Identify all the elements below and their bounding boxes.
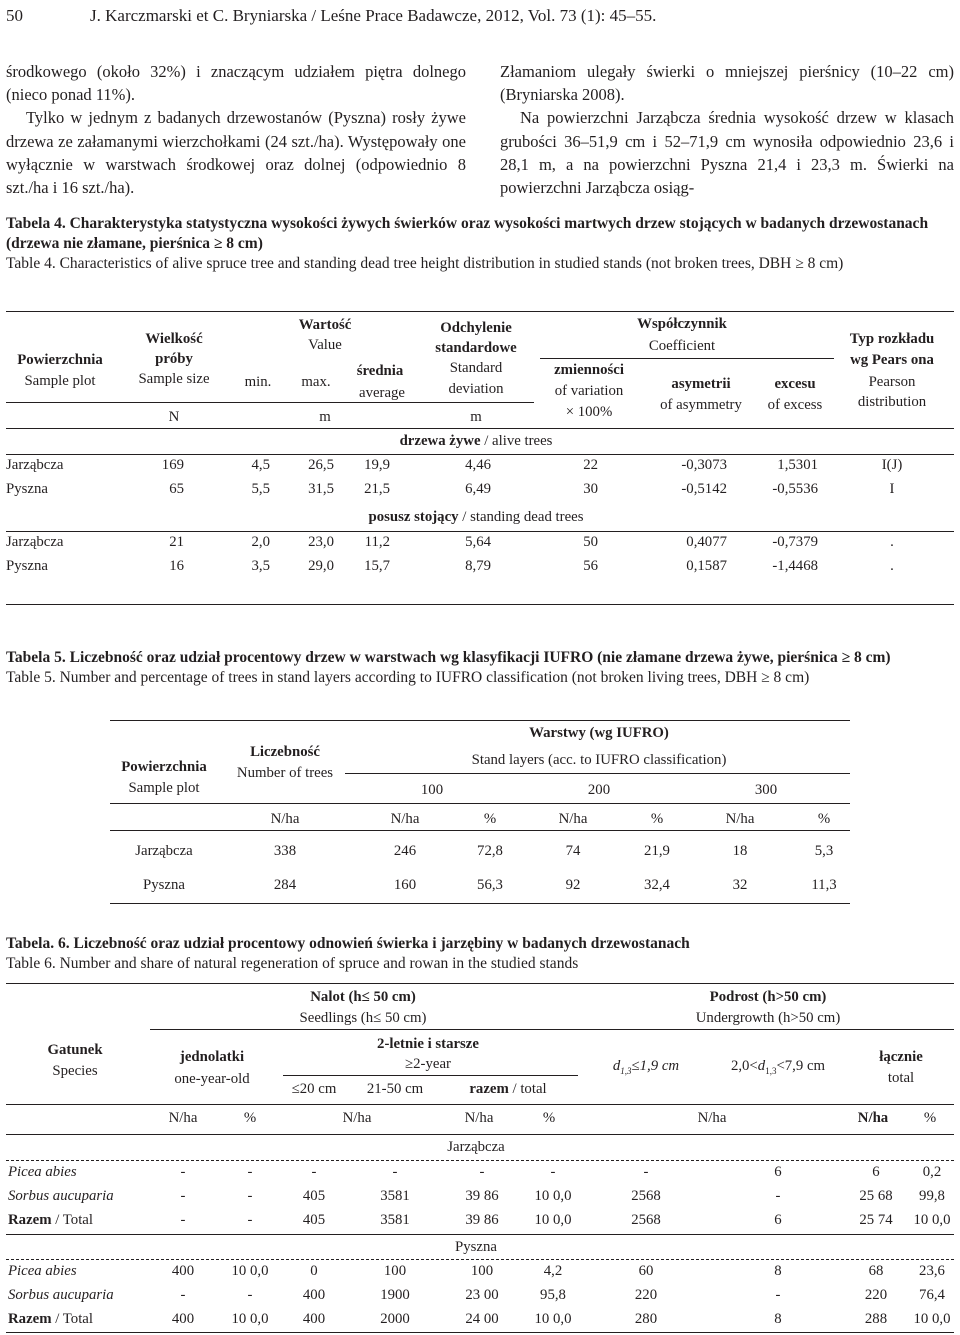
paragraph: środkowego (około 32%) i znaczącym udziałem piętra dolnego (nieco ponad 11%). <box>6 62 466 105</box>
table-cell: 5,3 <box>814 843 834 859</box>
table-cell: 338 <box>273 843 297 859</box>
col-head: próby <box>155 351 193 367</box>
table-cell: 400 <box>171 1263 195 1279</box>
table-cell: 39 86 <box>465 1188 499 1204</box>
table-cell: 16 <box>169 558 184 574</box>
table-cell: Jarząbcza <box>6 534 64 550</box>
paragraph: Złamaniom ulegały świerki o mniejszej pierśnicy (10–22 cm) (Bryniarska 2008). <box>500 62 954 105</box>
table-cell: . <box>890 534 894 550</box>
table-cell: Razem / Total <box>8 1212 93 1228</box>
col-head: total <box>887 1070 915 1086</box>
table-cell: - <box>180 1164 186 1180</box>
table-cell: 21 <box>169 534 184 550</box>
table-cell: - <box>247 1164 253 1180</box>
table-cell: Pyszna <box>143 877 185 893</box>
table-cell: 3,5 <box>251 558 270 574</box>
table-cell: 3581 <box>380 1188 410 1204</box>
table-cell: 56,3 <box>477 877 503 893</box>
table-cell: 18 <box>732 843 748 859</box>
table-cell: 60 <box>638 1263 654 1279</box>
table-cell: Sorbus aucuparia <box>8 1287 114 1303</box>
table-cell: 6,49 <box>465 481 491 497</box>
table-cell: - <box>550 1164 556 1180</box>
table-cell: 10 0,0 <box>913 1311 951 1327</box>
paragraph: Tylko w jednym z badanych drzewostanów (Pyszna) rosły żywe drzewa ze załamanymi wierzchołkami (24 szt./ha). Występowały one wyłącznie w warstwach środkowej oraz dolnej (odpowiednio 8 szt./ha i 16 szt./ha). <box>6 108 466 198</box>
table-cell: - <box>247 1287 253 1303</box>
table-cell: Sorbus aucuparia <box>8 1188 114 1204</box>
table-cell: N/ha <box>270 811 300 827</box>
caption-label: Tabela 4. <box>6 215 66 232</box>
table-cell: 10 0,0 <box>534 1311 572 1327</box>
paragraph: Na powierzchni Jarząbcza średnia wysokość drzew w klasach grubości 36–51,9 cm i 52–71,9 cm wynosiła odpowiednio 23,6 i 28,1 m, a na powierzchni Pyszna 21,4 i 23,3 m. Świerki na powierzchni Jarząbcza osiąg- <box>500 108 954 198</box>
col-head: 2-letnie i starsze <box>377 1036 479 1052</box>
table-cell: 11,3 <box>811 877 837 893</box>
table-cell: 405 <box>302 1212 326 1228</box>
col-head: Pearson <box>868 374 916 390</box>
col-head: Undergrowth (h>50 cm) <box>695 1010 841 1026</box>
table-cell: 23,6 <box>919 1263 945 1279</box>
table-cell: 8 <box>774 1263 782 1279</box>
col-head: Seedlings (h≤ 50 cm) <box>299 1010 427 1026</box>
table-cell: -0,3073 <box>681 457 727 473</box>
col-head: Gatunek <box>47 1042 103 1058</box>
table-cell: Picea abies <box>8 1164 77 1180</box>
col-head: max. <box>301 374 331 390</box>
table-cell: - <box>180 1212 186 1228</box>
unit-label: N <box>168 409 180 425</box>
table-cell: 400 <box>302 1311 326 1327</box>
table-cell: -0,5536 <box>772 481 818 497</box>
table-cell: 10 0,0 <box>231 1311 269 1327</box>
table-cell: 92 <box>565 877 581 893</box>
table-cell: N/ha <box>390 811 420 827</box>
table-cell: 8,79 <box>465 558 491 574</box>
text-column-left <box>6 60 466 199</box>
table-cell: 2568 <box>631 1188 661 1204</box>
table-cell: 288 <box>864 1311 888 1327</box>
table-cell: I(J) <box>881 457 903 473</box>
col-head: Wartość <box>298 317 352 333</box>
col-head: 21-50 cm <box>366 1081 424 1097</box>
col-head: razem / total <box>469 1081 547 1097</box>
table-cell: - <box>247 1188 253 1204</box>
table-cell: N/ha <box>558 811 588 827</box>
table-cell: N/ha <box>857 1110 889 1126</box>
table-cell: 284 <box>273 877 297 893</box>
col-head: ≥2-year <box>405 1056 451 1072</box>
col-head: asymetrii <box>671 376 731 392</box>
table-cell: 1,5301 <box>777 457 818 473</box>
table-cell: N/ha <box>697 1110 727 1126</box>
col-head: zmienności <box>554 362 624 378</box>
table-cell: 26,5 <box>308 457 334 473</box>
caption-en: Table 4. Characteristics of alive spruce tree and standing dead tree height distribution in studied stands (not broken trees, DBH ≥ 8 cm) <box>6 255 844 272</box>
group-label: Pyszna <box>455 1239 497 1255</box>
col-head: of variation <box>554 383 624 399</box>
table-cell: Razem / Total <box>8 1311 93 1327</box>
table-cell: - <box>643 1164 649 1180</box>
table-cell: - <box>311 1164 317 1180</box>
col-head: Nalot (h≤ 50 cm) <box>310 989 416 1005</box>
col-head: deviation <box>448 381 504 397</box>
table5-caption <box>6 648 954 688</box>
table-cell: 76,4 <box>919 1287 945 1303</box>
col-head: × 100% <box>565 404 613 420</box>
table-cell: Jarząbcza <box>6 457 64 473</box>
table-cell: - <box>180 1287 186 1303</box>
col-head: excesu <box>774 376 816 392</box>
table-cell: % <box>483 811 497 827</box>
col-head: $2,0<d_{1,3}<7,9$ cm <box>730 1058 826 1076</box>
table-cell: N/ha <box>168 1110 198 1126</box>
table-cell: - <box>247 1212 253 1228</box>
section-label: posusz stojący / standing dead trees <box>368 509 584 525</box>
table-cell: 29,0 <box>308 558 334 574</box>
col-head: min. <box>244 374 272 390</box>
table-cell: 0 <box>310 1263 318 1279</box>
text-column-right <box>500 60 954 199</box>
table-cell: 280 <box>634 1311 658 1327</box>
table-cell: 32 <box>732 877 748 893</box>
table-cell: % <box>923 1110 937 1126</box>
col-head: średnia <box>356 363 404 379</box>
table6-caption <box>6 934 954 974</box>
col-head: Podrost (h>50 cm) <box>709 989 827 1005</box>
table-cell: 23 00 <box>465 1287 499 1303</box>
table-cell: - <box>180 1188 186 1204</box>
table4-caption <box>6 214 954 274</box>
table-cell: 6 <box>774 1164 782 1180</box>
caption-label: Tabela. 6. <box>6 935 70 952</box>
col-head: Wielkość <box>145 331 203 347</box>
col-head: Typ rozkładu <box>849 331 935 347</box>
col-head: distribution <box>857 394 927 410</box>
table-cell: 65 <box>169 481 184 497</box>
table-cell: 23,0 <box>308 534 334 550</box>
table-cell: 2568 <box>631 1212 661 1228</box>
table-cell: - <box>392 1164 398 1180</box>
table-cell: 5,64 <box>465 534 491 550</box>
col-head: Value <box>308 337 342 353</box>
table-cell: 19,9 <box>364 457 390 473</box>
caption-pl: Liczebność oraz udział procentowy odnowień świerka i jarzębiny w badanych drzewostanach <box>73 935 690 952</box>
caption-label: Tabela 5. <box>6 649 66 666</box>
table-cell: 0,4077 <box>686 534 727 550</box>
table-cell: 25 74 <box>859 1212 893 1228</box>
table-cell: 4,5 <box>251 457 270 473</box>
table-cell: 0,2 <box>922 1164 942 1180</box>
table-cell: 22 <box>583 457 598 473</box>
table-cell: 10 0,0 <box>534 1212 572 1228</box>
table-cell: % <box>817 811 831 827</box>
table-cell: 400 <box>302 1287 326 1303</box>
caption-en: Table 5. Number and percentage of trees in stand layers according to IUFRO classification (not broken living trees, DBH ≥ 8 cm) <box>6 669 810 686</box>
col-head: Sample plot <box>24 373 96 389</box>
table-cell: 100 <box>470 1263 494 1279</box>
table-cell: 99,8 <box>919 1188 945 1204</box>
table-cell: 246 <box>393 843 417 859</box>
table-cell: 31,5 <box>308 481 334 497</box>
col-head: average <box>359 385 405 401</box>
table-cell: Picea abies <box>8 1263 77 1279</box>
table-cell: 25 68 <box>859 1188 893 1204</box>
table-cell: 3581 <box>380 1212 410 1228</box>
col-head: Powierzchnia <box>121 759 207 775</box>
col-head: standardowe <box>435 340 517 356</box>
col-head: łącznie <box>879 1049 923 1065</box>
col-head: 200 <box>587 782 611 798</box>
table-cell: 2,0 <box>251 534 270 550</box>
col-head: jednolatki <box>179 1049 245 1065</box>
group-label: Jarząbcza <box>447 1139 505 1155</box>
table-cell: 160 <box>393 877 417 893</box>
col-head: of asymmetry <box>660 397 742 413</box>
table-cell: 72,8 <box>477 843 503 859</box>
table-cell: 30 <box>583 481 598 497</box>
table-cell: 4,46 <box>465 457 491 473</box>
table-cell: % <box>243 1110 257 1126</box>
table-cell: 24 00 <box>465 1311 499 1327</box>
table-cell: 5,5 <box>251 481 270 497</box>
col-head: Powierzchnia <box>17 352 103 368</box>
table-cell: Jarząbcza <box>135 843 193 859</box>
table-cell: - <box>479 1164 485 1180</box>
col-head: Sample plot <box>128 780 200 796</box>
table-cell: 56 <box>583 558 598 574</box>
table-cell: 100 <box>383 1263 407 1279</box>
table-cell: 8 <box>774 1311 782 1327</box>
table-cell: 10 0,0 <box>231 1263 269 1279</box>
table-cell: 405 <box>302 1188 326 1204</box>
running-title: J. Karczmarski et C. Bryniarska / Leśne Prace Badawcze, 2012, Vol. 73 (1): 45–55. <box>90 6 657 25</box>
col-head: one-year-old <box>174 1071 250 1087</box>
table-cell: % <box>650 811 664 827</box>
table-cell: N/ha <box>464 1110 494 1126</box>
col-head: Species <box>52 1063 98 1079</box>
caption-pl: Charakterystyka statystyczna wysokości żywych świerków oraz wysokości martwych drzew stojących w badanych drzewostanach (drzewa nie złamane, pierśnica ≥ 8 cm) <box>6 215 929 252</box>
table-cell: 21,5 <box>364 481 390 497</box>
table-cell: Pyszna <box>6 558 48 574</box>
col-head: Liczebność <box>250 744 320 760</box>
table-cell: N/ha <box>725 811 755 827</box>
table-cell: 32,4 <box>644 877 670 893</box>
table-cell: -1,4468 <box>772 558 818 574</box>
table-cell: 10 0,0 <box>534 1188 572 1204</box>
table-cell: - <box>775 1287 781 1303</box>
col-head: Coefficient <box>648 338 716 354</box>
col-head: Standard <box>449 360 503 376</box>
table-cell: 39 86 <box>465 1212 499 1228</box>
table-cell: -0,5142 <box>681 481 727 497</box>
table-cell: 2000 <box>380 1311 410 1327</box>
page-number: 50 <box>6 6 23 25</box>
table-cell: - <box>775 1188 781 1204</box>
table-cell: 15,7 <box>364 558 390 574</box>
section-label: drzewa żywe / alive trees <box>399 433 553 449</box>
table-cell: Pyszna <box>6 481 48 497</box>
col-head: of excess <box>767 397 823 413</box>
col-head: 100 <box>420 782 444 798</box>
table-cell: 6 <box>872 1164 880 1180</box>
table-cell: 95,8 <box>540 1287 566 1303</box>
table-cell: 169 <box>161 457 184 473</box>
table-cell: 68 <box>868 1263 884 1279</box>
unit-label: m <box>319 409 331 425</box>
table-cell: 74 <box>565 843 581 859</box>
table-cell: 4,2 <box>543 1263 563 1279</box>
col-head: ≤20 cm <box>291 1081 337 1097</box>
table-cell: -0,7379 <box>772 534 818 550</box>
col-head: 300 <box>754 782 778 798</box>
table-cell: 50 <box>583 534 598 550</box>
col-head: $d_{1,3}\le 1,9$ cm <box>612 1058 680 1076</box>
table-cell: 21,9 <box>644 843 670 859</box>
caption-pl: Liczebność oraz udział procentowy drzew w warstwach wg klasyfikacji IUFRO (nie złamane drzewa żywe, pierśnica ≥ 8 cm) <box>69 649 891 666</box>
col-head: Stand layers (acc. to IUFRO classification) <box>471 752 727 768</box>
unit-label: m <box>470 409 482 425</box>
table-cell: . <box>890 558 894 574</box>
caption-en: Table 6. Number and share of natural regeneration of spruce and rowan in the studied stands <box>6 955 579 972</box>
table-cell: 400 <box>171 1311 195 1327</box>
table-cell: 0,1587 <box>686 558 727 574</box>
table-cell: I <box>889 481 895 497</box>
col-head: Odchylenie <box>440 320 512 336</box>
table-cell: 11,2 <box>364 534 390 550</box>
col-head: wg Pears ona <box>850 352 934 368</box>
table-cell: 220 <box>634 1287 658 1303</box>
col-head: Warstwy (wg IUFRO) <box>529 725 669 741</box>
col-head: Number of trees <box>236 765 334 781</box>
table-cell: 1900 <box>380 1287 410 1303</box>
table-cell: % <box>542 1110 556 1126</box>
table-cell: N/ha <box>342 1110 372 1126</box>
col-head: Sample size <box>138 371 210 387</box>
table-cell: 10 0,0 <box>913 1212 951 1228</box>
col-head: Współczynnik <box>637 316 727 332</box>
table-cell: 6 <box>774 1212 782 1228</box>
table-cell: 220 <box>864 1287 888 1303</box>
